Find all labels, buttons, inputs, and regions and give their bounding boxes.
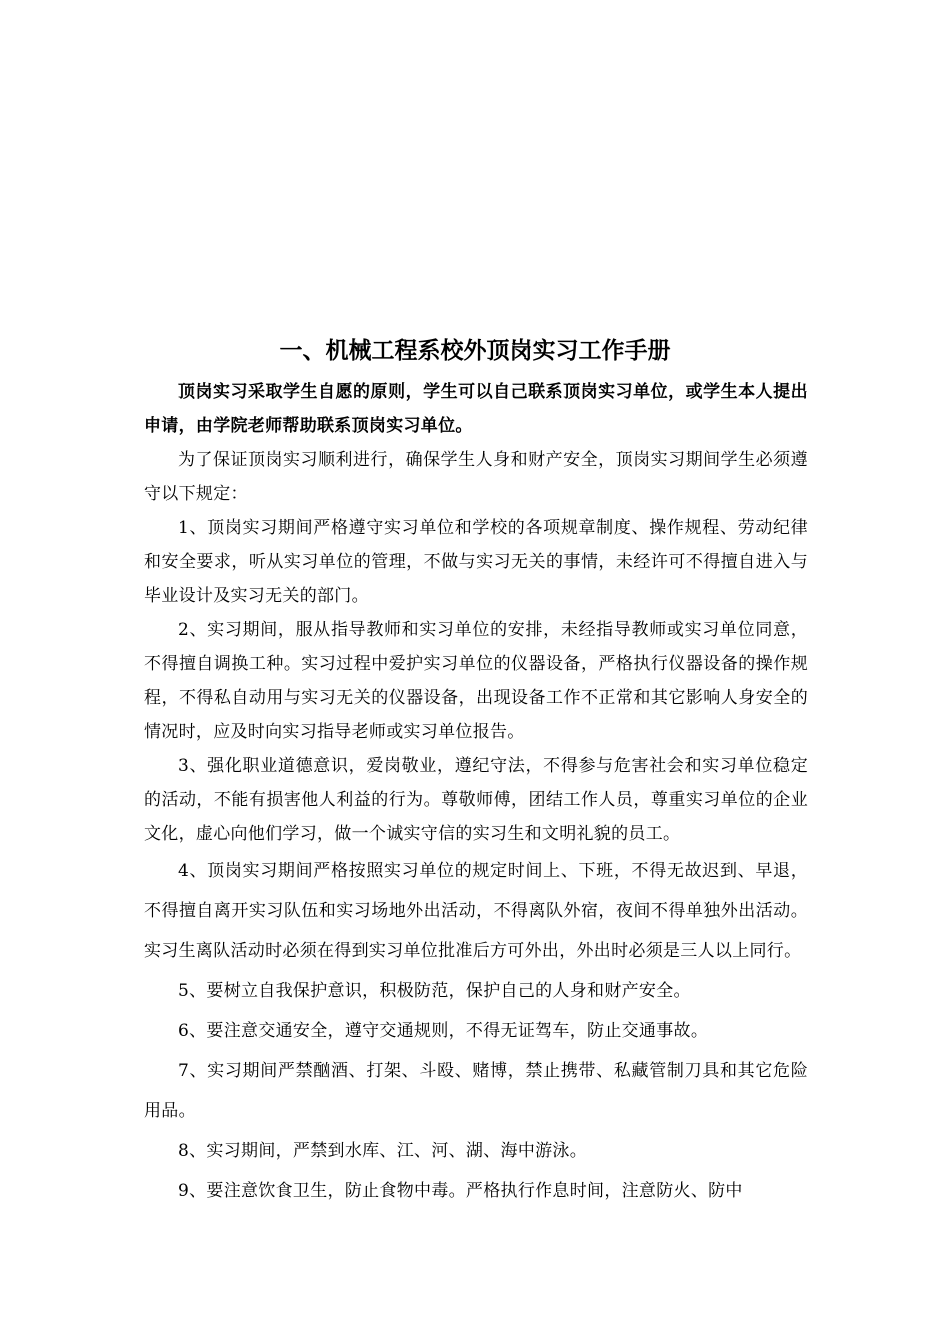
rule-item-7: 7、实习期间严禁酗酒、打架、斗殴、赌博，禁止携带、私藏管制刀具和其它危险用品。 xyxy=(144,1061,808,1121)
rule-item-5: 5、要树立自我保护意识，积极防范，保护自己的人身和财产安全。 xyxy=(178,981,691,1001)
rule-item-9: 9、要注意饮食卫生，防止食物中毒。严格执行作息时间，注意防火、防中 xyxy=(178,1181,743,1201)
rule-item-2: 2、实习期间，服从指导教师和实习单位的安排，未经指导教师或实习单位同意，不得擅自调换工种。实习过程中爱护实习单位的仪器设备，严格执行仪器设备的操作规程，不得私自动用与实习无关的仪器设备，出现设备工作不正常和其它影响人身安全的情况时，应及时向实习指导老师或实习单位报告。 xyxy=(144,620,808,742)
rule-item-8: 8、实习期间，严禁到水库、江、河、湖、海中游泳。 xyxy=(178,1141,588,1161)
intro-paragraph: 顶岗实习采取学生自愿的原则，学生可以自己联系顶岗实习单位，或学生本人提出申请，由学院老师帮助联系顶岗实习单位。 xyxy=(144,382,808,436)
rule-item-4: 4、顶岗实习期间严格按照实习单位的规定时间上、下班，不得无故迟到、早退，不得擅自离开实习队伍和实习场地外出活动，不得离队外宿，夜间不得单独外出活动。实习生离队活动时必须在得到实习单位批准后方可外出，外出时必须是三人以上同行。 xyxy=(144,861,808,961)
rule-item-1: 1、顶岗实习期间严格遵守实习单位和学校的各项规章制度、操作规程、劳动纪律和安全要求，听从实习单位的管理，不做与实习无关的事情，未经许可不得擅自进入与毕业设计及实习无关的部门。 xyxy=(144,518,808,606)
rule-item-3: 3、强化职业道德意识，爱岗敬业，遵纪守法，不得参与危害社会和实习单位稳定的活动，不能有损害他人利益的行为。尊敬师傅，团结工作人员，尊重实习单位的企业文化，虚心向他们学习，做一个诚实守信的实习生和文明礼貌的员工。 xyxy=(144,756,808,844)
rule-item-6: 6、要注意交通安全，遵守交通规则，不得无证驾车，防止交通事故。 xyxy=(178,1021,709,1041)
document-title: 一、机械工程系校外顶岗实习工作手册 xyxy=(279,337,671,364)
preface-paragraph: 为了保证顶岗实习顺利进行，确保学生人身和财产安全，顶岗实习期间学生必须遵守以下规定： xyxy=(144,450,808,504)
document-body xyxy=(144,375,808,1211)
